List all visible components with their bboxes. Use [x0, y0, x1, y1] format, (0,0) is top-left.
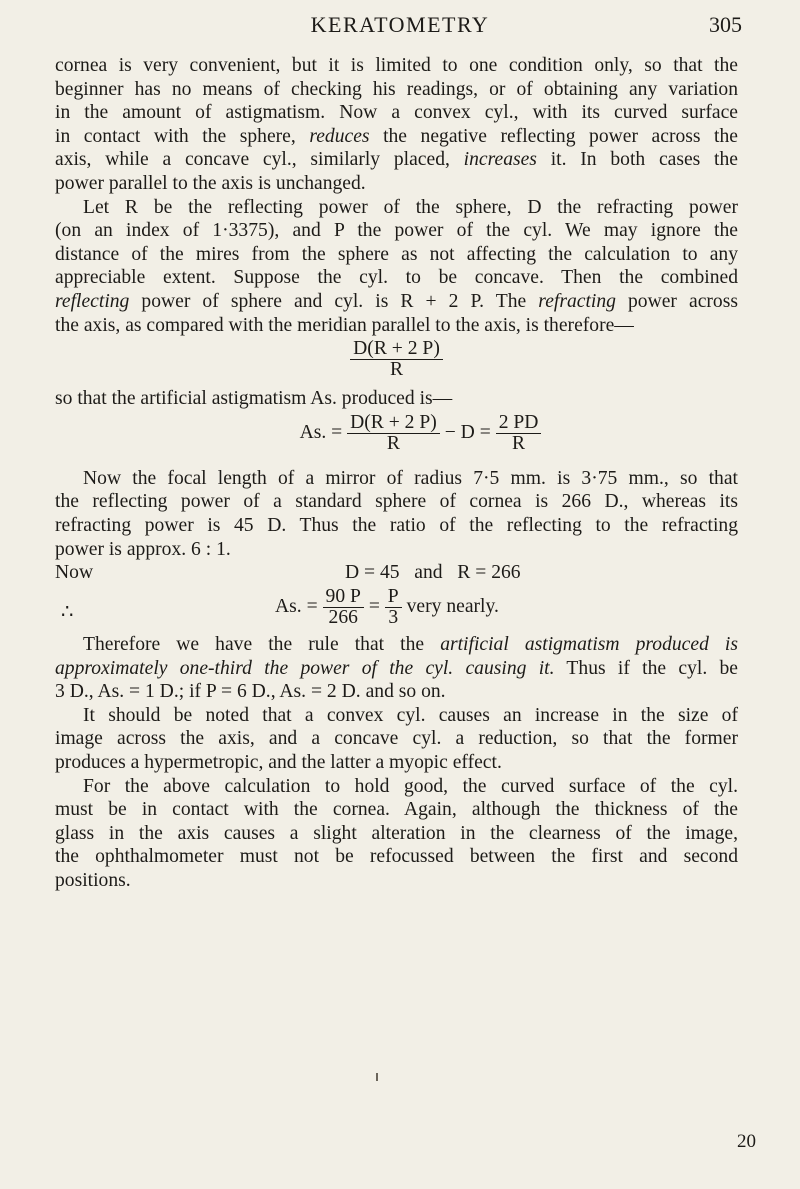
text-line: Let R be the reflecting power of the sphere, D the refracting power — [83, 196, 738, 218]
text-line: It should be noted that a convex cyl. causes an increase in the size of — [83, 704, 738, 726]
text-line: Now the focal length of a mirror of radius 7·5 mm. is 3·75 mm., so that — [83, 467, 738, 489]
fraction — [347, 413, 440, 454]
equation-lhs: As. = — [275, 596, 318, 618]
page-header — [0, 6, 800, 40]
text-line: refracting power is 45 D. Thus the ratio of the reflecting to the refracting — [55, 514, 738, 536]
emphasis: approximately one-third the power of the cyl. causing it. — [55, 657, 555, 679]
text-line: 3 D., As. = 1 D.; if P = 6 D., As. = 2 D. and so on. — [55, 681, 446, 703]
emphasis: increases — [463, 149, 537, 171]
page-body — [55, 54, 738, 893]
text-line: positions. — [55, 870, 131, 892]
text-line: in contact with the sphere, reduces the negative reflecting power across the — [55, 125, 738, 147]
text-line: distance of the mires from the sphere as not affecting the calculation to any — [55, 243, 738, 265]
text-line: in the amount of astigmatism. Now a convex cyl., with its curved surface — [55, 102, 738, 124]
denominator: R — [386, 432, 400, 454]
equation-astigmatism — [55, 413, 738, 467]
text-line: the axis, as compared with the meridian parallel to the axis, is therefore— — [55, 314, 634, 336]
text-line: so that the artificial astigmatism As. produced is— — [55, 388, 453, 410]
text-line: appreciable extent. Suppose the cyl. to be concave. Then the combined — [55, 267, 738, 289]
numerator: D(R + 2 P) — [350, 339, 443, 360]
text-line: power is approx. 6 : 1. — [55, 538, 231, 560]
text-line: (on an index of 1·3375), and P the power of the cyl. We may ignore the — [55, 220, 738, 242]
text-line: cornea is very convenient, but it is limited to one condition only, so that the — [55, 55, 738, 76]
paragraph-2 — [55, 196, 738, 338]
equation-refracting-power — [55, 339, 738, 387]
paragraph-6 — [55, 704, 738, 775]
equation-body — [275, 587, 499, 628]
equation-middle: − D = — [444, 421, 491, 443]
paragraph-3 — [55, 387, 738, 411]
text-line: glass in the axis causes a slight alteration in the clearness of the image, — [55, 822, 738, 844]
page-number: 305 — [709, 12, 742, 37]
denominator: 3 — [388, 607, 399, 629]
emphasis: reflecting — [55, 290, 130, 312]
text-line: image across the axis, and a concave cyl. a reduction, so that the former — [55, 728, 738, 750]
signature-mark: 20 — [737, 1131, 756, 1152]
numerator: P — [385, 587, 402, 608]
paragraph-5 — [55, 633, 738, 704]
emphasis: artificial astigmatism produced is — [440, 634, 738, 656]
fraction — [496, 413, 542, 454]
now-label: Now — [55, 562, 94, 584]
fraction — [350, 339, 443, 380]
text-line: the reflecting power of a standard sphere of cornea is 266 D., whereas its — [55, 491, 738, 513]
text-line: For the above calculation to hold good, the curved surface of the cyl. — [83, 775, 738, 797]
denominator: 266 — [328, 607, 358, 629]
therefore-symbol: ∴ — [61, 602, 74, 624]
equation-lhs: As. = — [299, 421, 343, 443]
emphasis: refracting — [538, 290, 616, 312]
numerator: D(R + 2 P) — [347, 413, 440, 434]
paragraph-1 — [55, 54, 738, 196]
text-line: must be in contact with the cornea. Again, although the thickness of the — [55, 799, 738, 821]
paragraph-4 — [55, 467, 738, 561]
emphasis: reduces — [309, 125, 370, 147]
fraction — [323, 587, 364, 628]
text-line: approximately one-third the power of the cyl. causing it. Thus if the cyl. be — [55, 657, 738, 679]
denominator: R — [389, 359, 404, 381]
text-line: reflecting power of sphere and cyl. is R + 2 P. The refracting power across — [55, 290, 738, 312]
text-line: axis, while a concave cyl., similarly placed, increases it. In both cases the — [55, 149, 738, 171]
text-line: Therefore we have the rule that the artificial astigmatism produced is — [83, 634, 738, 656]
text-line: the ophthalmometer must not be refocussed between the first and second — [55, 846, 738, 868]
fraction — [385, 587, 402, 628]
numerator: 90 P — [323, 587, 364, 608]
equals-sign: = — [368, 596, 380, 618]
denominator: R — [512, 432, 526, 454]
text-line: beginner has no means of checking his readings, or of obtaining any variation — [55, 78, 738, 100]
given-values-line — [55, 561, 738, 585]
text-line: produces a hypermetropic, and the latter a myopic effect. — [55, 752, 502, 774]
print-mark — [376, 1073, 378, 1081]
given-values: D = 45 and R = 266 — [345, 562, 521, 584]
running-title: KERATOMETRY — [310, 12, 490, 37]
numerator: 2 PD — [496, 413, 542, 434]
equation-tail: very nearly. — [406, 596, 499, 618]
paragraph-7 — [55, 775, 738, 893]
equation-result — [55, 587, 738, 633]
text-line: power parallel to the axis is unchanged. — [55, 172, 366, 194]
